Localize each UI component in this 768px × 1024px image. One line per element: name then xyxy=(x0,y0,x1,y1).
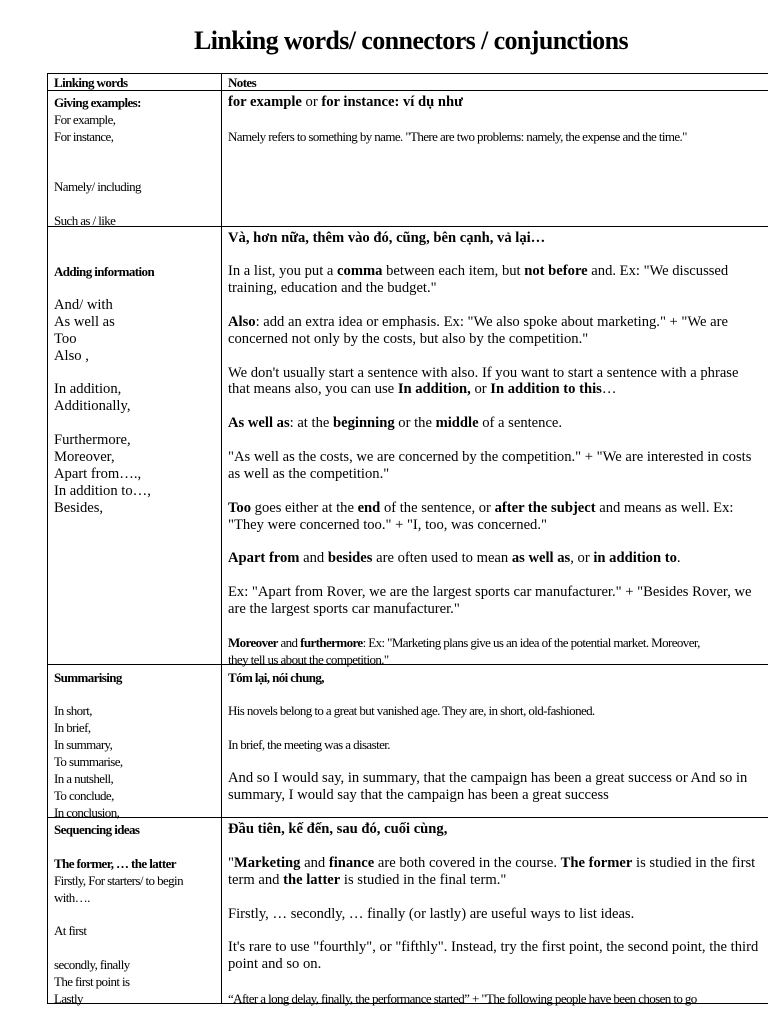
summarising-term-line: In short, xyxy=(54,703,92,718)
summarising-term-line: In conclusion, xyxy=(54,805,120,820)
summarising-note-line: And so I would say, in summary, that the campaign has been a great success or And so in xyxy=(228,770,748,786)
giving-examples-term-line: Such as / like xyxy=(54,213,116,228)
adding-information-term-line: As well as xyxy=(54,314,115,330)
sequencing-ideas-note-line: "Marketing and finance are both covered in the course. The former is studied in the first xyxy=(228,855,756,871)
giving-examples-term-line: Giving examples: xyxy=(54,95,141,110)
adding-information-note-line: concerned not only by the costs, but also by the competition." xyxy=(228,331,589,347)
sequencing-ideas-note-line: It's rare to use "fourthly", or "fifthly". Instead, try the first point, the second point, the third xyxy=(228,939,759,955)
adding-information-note-line: "They were concerned too." + "I, too, was concerned." xyxy=(228,517,547,533)
summarising-note-line: summary, I would say that the campaign has been a great success xyxy=(228,787,609,803)
header-linking-words: Linking words xyxy=(54,75,128,90)
row-divider xyxy=(47,817,768,818)
sequencing-ideas-term-line: Lastly xyxy=(54,991,83,1006)
adding-information-term-line: Moreover, xyxy=(54,449,115,465)
adding-information-term-line: Besides, xyxy=(54,500,104,516)
adding-information-note-line: Ex: "Apart from Rover, we are the largest sports car manufacturer." + "Besides Rover, we xyxy=(228,584,752,600)
adding-information-note-line: As well as: at the beginning or the middle of a sentence. xyxy=(228,415,563,431)
giving-examples-term-line: Namely/ including xyxy=(54,179,141,194)
sequencing-ideas-note-line: term and the latter is studied in the final term." xyxy=(228,872,507,888)
sequencing-ideas-term-line: Firstly, For starters/ to begin xyxy=(54,873,183,888)
sequencing-ideas-term-line: secondly, finally xyxy=(54,957,130,972)
giving-examples-term-line: For example, xyxy=(54,112,116,127)
adding-information-note-line: Too goes either at the end of the sentence, or after the subject and means as well. Ex: xyxy=(228,500,734,516)
sequencing-ideas-term-line: At first xyxy=(54,923,87,938)
summarising-term-line: In summary, xyxy=(54,737,113,752)
sequencing-ideas-note-line: Đầu tiên, kế đến, sau đó, cuối cùng, xyxy=(228,821,448,837)
sequencing-ideas-term-line: The first point is xyxy=(54,974,130,989)
summarising-note-line: His novels belong to a great but vanished age. They are, in short, old-fashioned. xyxy=(228,703,595,718)
table-left-border xyxy=(47,73,48,1004)
giving-examples-term-line: For instance, xyxy=(54,129,114,144)
sequencing-ideas-note-line: point and so on. xyxy=(228,956,322,972)
summarising-note-line: Tóm lại, nói chung, xyxy=(228,670,324,685)
adding-information-note-line: In a list, you put a comma between each item, but not before and. Ex: "We discussed xyxy=(228,263,729,279)
adding-information-term-line: In addition, xyxy=(54,381,122,397)
header-bottom-border xyxy=(47,90,768,91)
summarising-term-line: In a nutshell, xyxy=(54,771,114,786)
table-top-border xyxy=(47,73,768,74)
adding-information-term-line: Adding information xyxy=(54,264,155,279)
adding-information-term-line: Also , xyxy=(54,348,89,364)
sequencing-ideas-term-line: The former, … the latter xyxy=(54,856,176,871)
adding-information-note-line: Và, hơn nữa, thêm vào đó, cũng, bên cạnh, vả lại… xyxy=(228,230,546,246)
adding-information-term-line: In addition to…, xyxy=(54,483,151,499)
adding-information-note-line: that means also, you can use In addition, or In addition to this… xyxy=(228,381,617,397)
column-divider xyxy=(221,73,222,1004)
adding-information-term-line: And/ with xyxy=(54,297,113,313)
summarising-note-line: In brief, the meeting was a disaster. xyxy=(228,737,390,752)
row-divider xyxy=(47,664,768,665)
row-divider xyxy=(47,226,768,227)
adding-information-term-line: Too xyxy=(54,331,77,347)
giving-examples-note-line: for example or for instance: ví dụ như xyxy=(228,94,463,110)
adding-information-term-line: Apart from…., xyxy=(54,466,142,482)
adding-information-note-line: as well as the competition." xyxy=(228,466,390,482)
sequencing-ideas-term-line: with…. xyxy=(54,890,90,905)
adding-information-note-line: they tell us about the competition." xyxy=(228,652,389,667)
summarising-term-line: To summarise, xyxy=(54,754,123,769)
adding-information-note-line: Moreover and furthermore: Ex: "Marketing plans give us an idea of the potential market. Moreover, xyxy=(228,635,700,650)
adding-information-note-line: training, education and the budget." xyxy=(228,280,437,296)
adding-information-note-line: "As well as the costs, we are concerned by the competition." + "We are interested in costs xyxy=(228,449,752,465)
sequencing-ideas-term-line: Sequencing ideas xyxy=(54,822,140,837)
adding-information-note-line: Also: add an extra idea or emphasis. Ex: "We also spoke about marketing." + "We are xyxy=(228,314,728,330)
header-notes: Notes xyxy=(228,75,257,90)
adding-information-note-line: Apart from and besides are often used to mean as well as, or in addition to. xyxy=(228,550,681,566)
adding-information-term-line: Additionally, xyxy=(54,398,131,414)
sequencing-ideas-note-line: “After a long delay, finally, the performance started” + "The following people have been chosen to go xyxy=(228,991,697,1006)
sequencing-ideas-note-line: Firstly, … secondly, … finally (or lastly) are useful ways to list ideas. xyxy=(228,906,635,922)
page-title: Linking words/ connectors / conjunctions xyxy=(194,26,628,55)
summarising-term-line: In brief, xyxy=(54,720,91,735)
adding-information-term-line: Furthermore, xyxy=(54,432,131,448)
summarising-term-line: To conclude, xyxy=(54,788,114,803)
adding-information-note-line: We don't usually start a sentence with also. If you want to start a sentence with a phrase xyxy=(228,365,739,381)
summarising-term-line: Summarising xyxy=(54,670,122,685)
adding-information-note-line: are the largest sports car manufacturer." xyxy=(228,601,460,617)
giving-examples-note-line: Namely refers to something by name. "There are two problems: namely, the expense and the time." xyxy=(228,129,687,144)
